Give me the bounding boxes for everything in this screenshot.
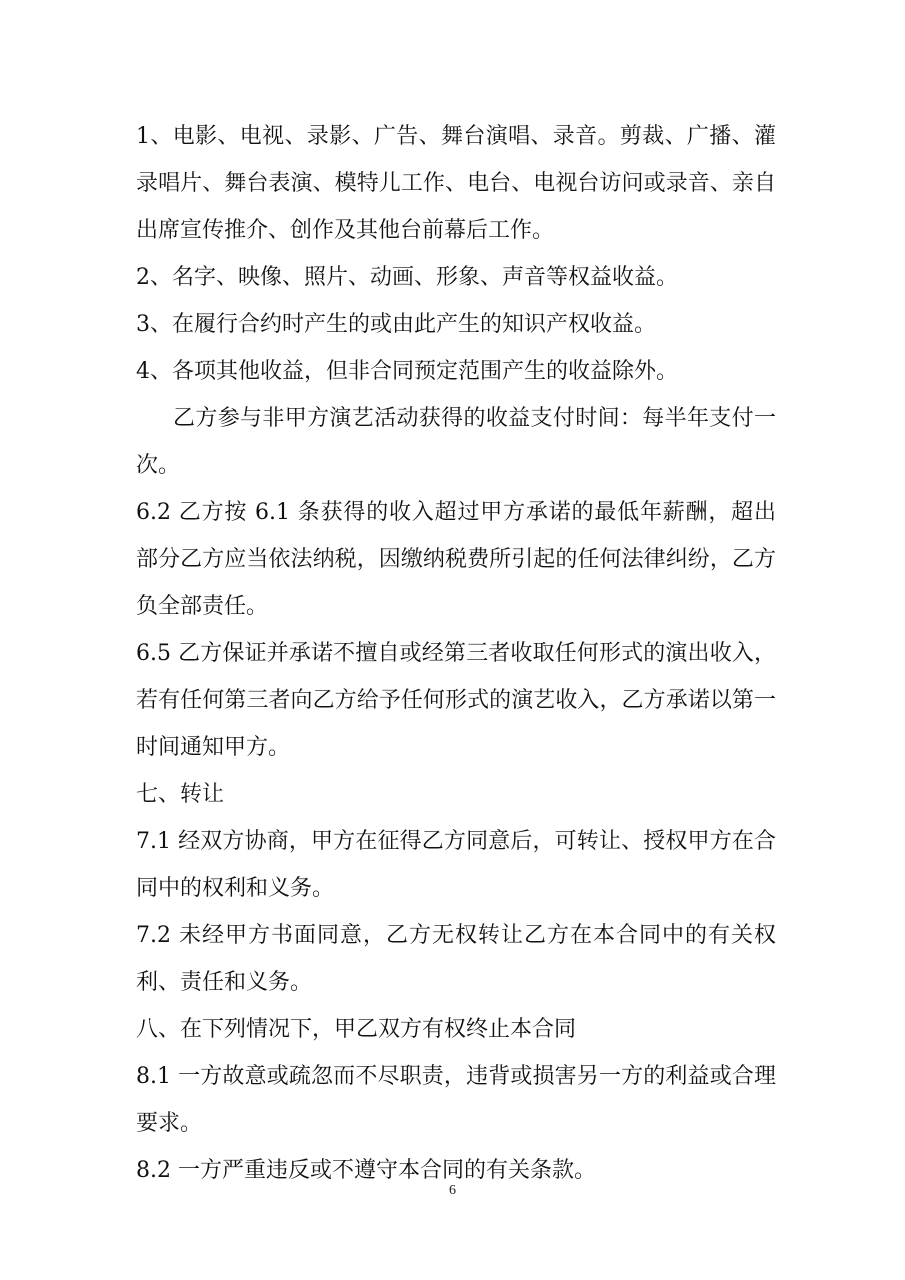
clause-8-1: 8.1 一方故意或疏忽而不尽职责，违背或损害另一方的利益或合理要求。 [136, 1064, 776, 1136]
section-heading-transfer: 七、转让 [136, 782, 225, 807]
clause-6-5: 6.5 乙方保证并承诺不擅自或经第三者收取任何形式的演出收入，若有任何第三者向乙方给予任何形式的演艺收入，乙方承诺以第一时间通知甲方。 [136, 641, 776, 760]
paragraph-payment-schedule: 乙方参与非甲方演艺活动获得的收益支付时间：每半年支付一次。 [136, 406, 776, 478]
clause-7-2: 7.2 未经甲方书面同意，乙方无权转让乙方在本合同中的有关权利、责任和义务。 [136, 923, 776, 995]
paragraph-income-sources-2: 2、名字、映像、照片、动画、形象、声音等权益收益。 [136, 265, 678, 290]
section-heading-termination: 八、在下列情况下，甲乙双方有权终止本合同 [136, 1017, 577, 1042]
clause-7-1: 7.1 经双方协商，甲方在征得乙方同意后，可转让、授权甲方在合同中的权利和义务。 [136, 829, 776, 901]
clause-8-2: 8.2 一方严重违反或不遵守本合同的有关条款。 [136, 1158, 596, 1183]
paragraph-income-sources-1: 1、电影、电视、录影、广告、舞台演唱、录音。剪裁、广播、灌录唱片、舞台表演、模特儿工作、电台、电视台访问或录音、亲自出席宣传推介、创作及其他台前幕后工作。 [136, 124, 776, 243]
page-number: 6 [449, 1183, 456, 1198]
paragraph-income-sources-4: 4、各项其他收益，但非合同预定范围产生的收益除外。 [136, 359, 678, 384]
clause-6-2: 6.2 乙方按 6.1 条获得的收入超过甲方承诺的最低年薪酬，超出部分乙方应当依法纳税，因缴纳税费所引起的任何法律纠纷，乙方负全部责任。 [136, 500, 776, 619]
paragraph-income-sources-3: 3、在履行合约时产生的或由此产生的知识产权收益。 [136, 312, 656, 337]
document-body [136, 113, 776, 1194]
